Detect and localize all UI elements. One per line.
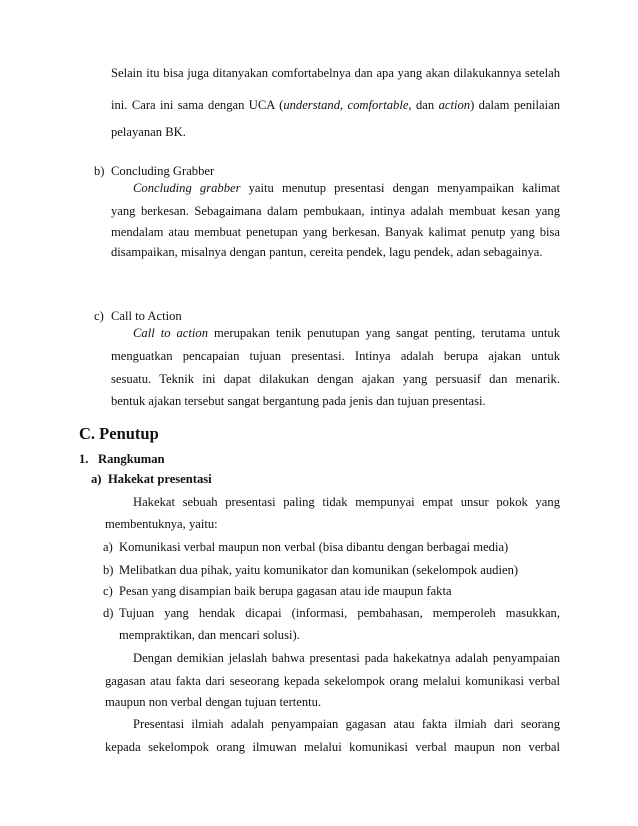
list-item-c-marker: c) bbox=[103, 584, 113, 598]
list-item-b-marker: b) bbox=[103, 563, 114, 577]
list-item-d-continued: mempraktikan, dan mencari solusi). bbox=[119, 628, 300, 642]
paragraph-2-line-1: Dengan demikian jelaslah bahwa presentasi pada hakekatnya adalah penyampaian bbox=[133, 651, 560, 665]
paragraph-3-line-2: kepada sekelompok orang ilmuwan melalui komunikasi verbal maupun non verbal bbox=[105, 740, 560, 754]
cta-line-4: bentuk ajakan tersebut sangat bergantung pada jenis dan tujuan presentasi. bbox=[111, 394, 486, 408]
subsection-1-marker: 1. bbox=[79, 452, 89, 466]
list-item-c: Pesan yang disampian baik berupa gagasan atau ide maupun fakta bbox=[119, 584, 452, 598]
concluding-line-1-rest: yaitu menutup presentasi dengan menyampaikan kalimat bbox=[248, 181, 560, 195]
concluding-line-3: mendalam atau membuat penetupan yang berkesan. Banyak kalimat penutp yang bisa bbox=[111, 225, 560, 239]
cta-marker: c) bbox=[94, 309, 104, 323]
concluding-line-2: yang berkesan. Sebagaimana dalam pembukaan, intinya adalah membuat kesan yang bbox=[111, 204, 560, 218]
intro-line-2-text-b: dan bbox=[411, 98, 439, 112]
concluding-line-1 bbox=[133, 180, 560, 196]
intro-line-2-italic: understand, comfortable, bbox=[283, 98, 412, 112]
subsection-a-marker: a) bbox=[91, 472, 102, 486]
paragraph-1-line-1: Hakekat sebuah presentasi paling tidak mempunyai empat unsur pokok yang bbox=[133, 495, 560, 509]
intro-line-2 bbox=[111, 97, 560, 113]
intro-line-3: pelayanan BK. bbox=[111, 125, 186, 139]
list-item-d: Tujuan yang hendak dicapai (informasi, pembahasan, memperoleh masukkan, bbox=[119, 606, 560, 620]
paragraph-2-line-3: maupun non verbal dengan tujuan tertentu. bbox=[105, 695, 322, 709]
cta-line-2: menguatkan pencapaian tujuan presentasi. Intinya adalah berupa ajakan untuk bbox=[111, 349, 560, 363]
list-item-a: Komunikasi verbal maupun non verbal (bisa dibantu dengan berbagai media) bbox=[119, 540, 509, 554]
concluding-line-1-italic: Concluding grabber bbox=[133, 181, 241, 195]
list-item-b: Melibatkan dua pihak, yaitu komunikator dan komunikan (sekelompok audien) bbox=[119, 563, 519, 577]
concluding-line-4: disampaikan, misalnya dengan pantun, cereita pendek, lagu pendek, adan sebagainya. bbox=[111, 245, 543, 259]
cta-heading: Call to Action bbox=[111, 309, 182, 323]
intro-line-1: Selain itu bisa juga ditanyakan comfortabelnya dan apa yang akan dilakukannya setelah bbox=[111, 66, 560, 80]
cta-line-1-rest: merupakan tenik penutupan yang sangat penting, terutama untuk bbox=[208, 326, 560, 340]
intro-line-2-text-a: ini. Cara ini sama dengan UCA ( bbox=[111, 98, 284, 112]
list-item-d-marker: d) bbox=[103, 606, 114, 620]
cta-line-1 bbox=[133, 325, 560, 341]
intro-line-2-text-c: ) dalam penilaian bbox=[470, 98, 560, 112]
list-item-a-marker: a) bbox=[103, 540, 113, 554]
intro-line-2-italic-2: action bbox=[438, 98, 471, 112]
concluding-marker: b) bbox=[94, 164, 105, 178]
section-title: C. Penutup bbox=[79, 424, 159, 443]
cta-line-1-italic: Call to action bbox=[133, 326, 208, 340]
subsection-a-title: Hakekat presentasi bbox=[108, 472, 212, 486]
paragraph-1-line-2: membentuknya, yaitu: bbox=[105, 517, 218, 531]
cta-line-3: sesuatu. Teknik ini dapat dilakukan dengan ajakan yang persuasif dan menarik. bbox=[111, 372, 560, 386]
paragraph-2-line-2: gagasan atau fakta dari seseorang kepada sekelompok orang melalui komunikasi verbal bbox=[105, 674, 560, 688]
concluding-heading: Concluding Grabber bbox=[111, 164, 215, 178]
paragraph-3-line-1: Presentasi ilmiah adalah penyampaian gagasan atau fakta ilmiah dari seorang bbox=[133, 717, 560, 731]
subsection-1-title: Rangkuman bbox=[98, 452, 165, 466]
